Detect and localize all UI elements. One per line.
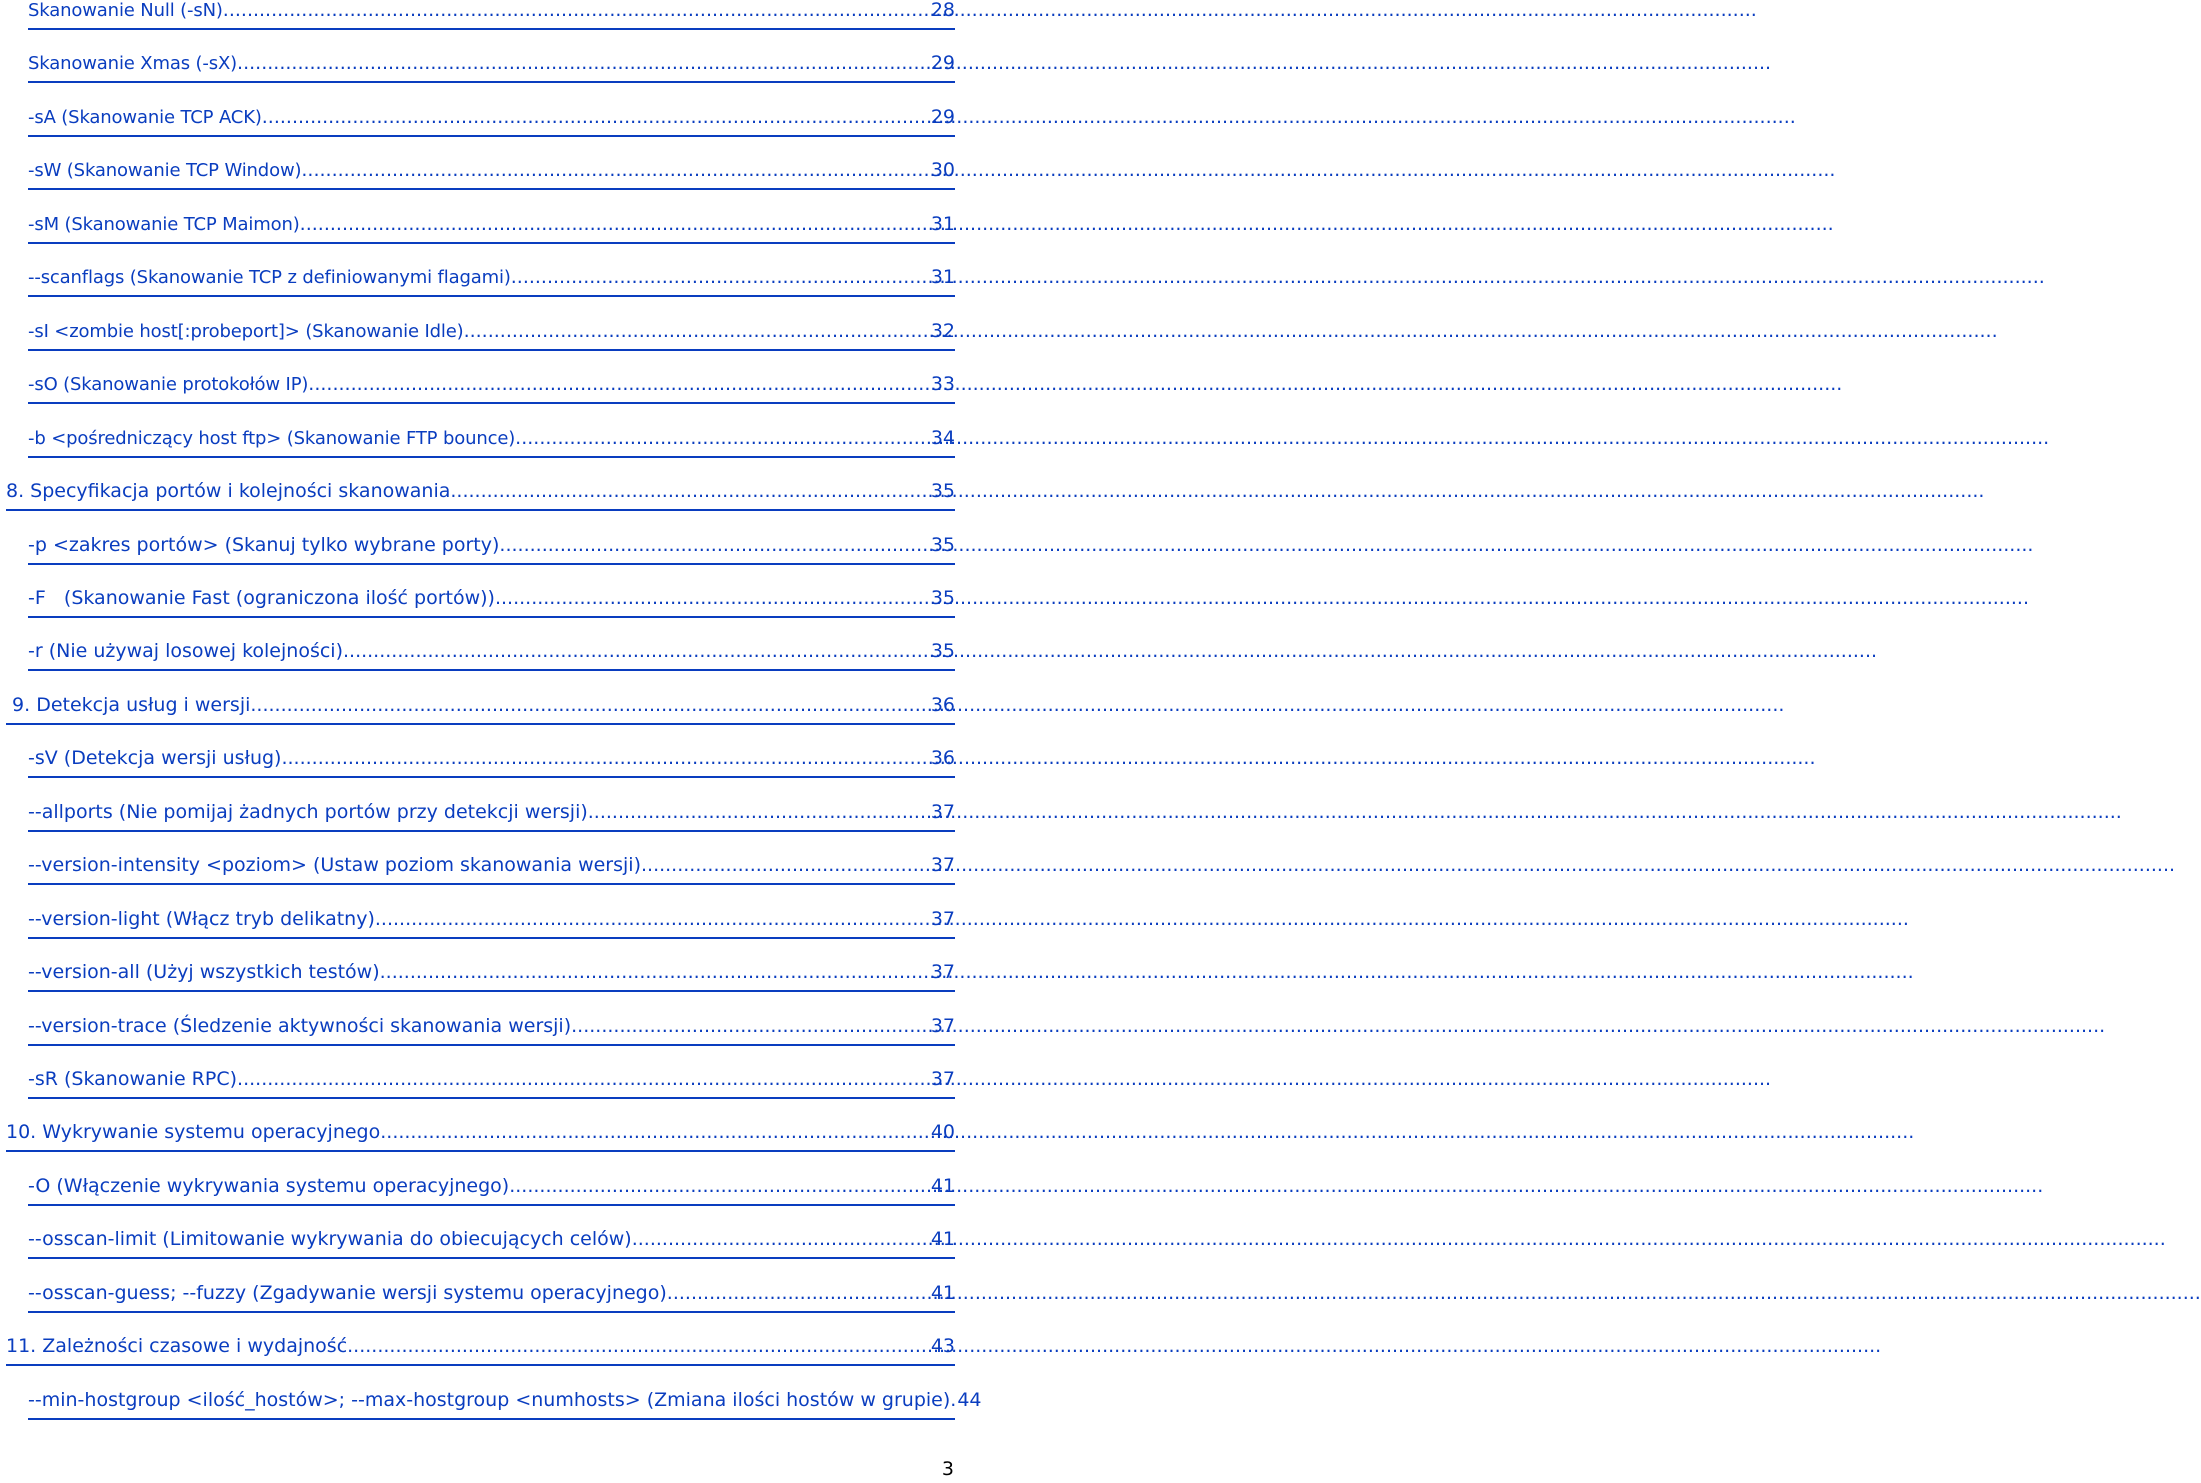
- toc-leader-dots: [464, 319, 930, 343]
- toc-entry-title: -b <pośredniczący host ftp> (Skanowanie FTP bounce): [28, 427, 516, 449]
- toc-entry[interactable]: [28, 1067, 955, 1099]
- toc-entry-title: -sA (Skanowanie TCP ACK): [28, 106, 262, 128]
- toc-entry-page: 35: [930, 480, 955, 503]
- toc-leader-dots: [237, 51, 930, 75]
- toc-entry[interactable]: [28, 960, 955, 992]
- toc-entry-page: 35: [930, 533, 955, 556]
- toc-entry-page: 35: [930, 640, 955, 663]
- toc-leader-dots: [343, 639, 930, 663]
- toc-leader-dots: [308, 372, 930, 396]
- toc-entry-page: 41: [930, 1174, 955, 1197]
- toc-entry[interactable]: [28, 1014, 955, 1046]
- toc-entry[interactable]: [28, 586, 955, 618]
- toc-entry-page: 37: [930, 854, 955, 877]
- toc-entry-title: --version-light (Włącz tryb delikatny): [28, 907, 375, 930]
- toc-entry-title: -sV (Detekcja wersji usług): [28, 747, 282, 770]
- toc-entry-page: 40: [930, 1121, 955, 1144]
- toc-leader-dots: [450, 479, 929, 503]
- toc-leader-dots: [300, 212, 930, 236]
- toc-leader-dots: [667, 1281, 930, 1305]
- toc-entry-title: --version-all (Użyj wszystkich testów): [28, 961, 380, 984]
- toc-leader-dots: [250, 693, 929, 717]
- toc-leader-dots: [495, 586, 930, 610]
- toc-entry-title: 9. Detekcja usług i wersji: [6, 693, 251, 716]
- toc-entry[interactable]: [6, 1120, 955, 1152]
- toc-entry[interactable]: [28, 265, 955, 297]
- toc-entry[interactable]: [28, 1174, 955, 1206]
- toc-entry-title: -O (Włączenie wykrywania systemu operacyjnego): [28, 1174, 510, 1197]
- toc-entry-page: 37: [930, 961, 955, 984]
- toc-entry[interactable]: [28, 1388, 982, 1420]
- toc-entry[interactable]: [28, 533, 955, 565]
- toc-entry-title: Skanowanie Null (-sN): [28, 0, 223, 21]
- toc-entry-page: 33: [930, 373, 955, 396]
- toc-entry[interactable]: [28, 158, 955, 190]
- toc-entry-page: 31: [930, 212, 955, 235]
- toc-entry-title: --osscan-guess; --fuzzy (Zgadywanie wersji systemu operacyjnego): [28, 1281, 667, 1304]
- toc-entry-title: -r (Nie używaj losowej kolejności): [28, 640, 343, 663]
- toc-entry-title: 10. Wykrywanie systemu operacyjnego: [6, 1121, 381, 1144]
- toc-entry-title: -sM (Skanowanie TCP Maimon): [28, 213, 300, 235]
- toc-leader-dots: [641, 853, 930, 877]
- toc-entry-page: 28: [930, 0, 955, 21]
- toc-leader-dots: [499, 533, 929, 557]
- toc-entry[interactable]: [28, 105, 955, 137]
- toc-entry-title: --osscan-limit (Limitowanie wykrywania do obiecujących celów): [28, 1228, 632, 1251]
- toc-entry-page: 32: [930, 319, 955, 342]
- page-number: 3: [941, 1458, 954, 1480]
- toc-entry[interactable]: [28, 800, 955, 832]
- toc-entry[interactable]: [28, 746, 955, 778]
- toc-entry-page: 29: [930, 105, 955, 128]
- toc-entry-page: 37: [930, 1014, 955, 1037]
- toc-leader-dots: [262, 105, 930, 129]
- toc-entry-title: --scanflags (Skanowanie TCP z definiowanymi flagami): [28, 267, 511, 289]
- toc-entry[interactable]: [28, 1281, 955, 1313]
- toc-entry-title: --version-intensity <poziom> (Ustaw poziom skanowania wersji): [28, 854, 641, 877]
- toc-entry[interactable]: [6, 693, 955, 725]
- toc-leader-dots: [223, 0, 930, 22]
- toc-entry-title: --allports (Nie pomijaj żadnych portów przy detekcji wersji): [28, 800, 588, 823]
- toc-leader-dots: [571, 1014, 930, 1038]
- toc-entry[interactable]: [28, 372, 955, 404]
- toc-entry-title: 8. Specyfikacja portów i kolejności skanowania: [6, 480, 451, 503]
- toc-entry-title: --min-hostgroup <ilość_hostów>; --max-hostgroup <numhosts> (Zmiana ilości hostów w grupie).: [28, 1388, 957, 1411]
- toc-leader-dots: [511, 265, 930, 289]
- toc-entry-page: 37: [930, 800, 955, 823]
- toc-entry[interactable]: [28, 907, 955, 939]
- toc-leader-dots: [588, 800, 930, 824]
- toc-entry-page: 30: [930, 159, 955, 182]
- toc-entry[interactable]: [28, 0, 955, 30]
- toc-entry-page: 36: [930, 747, 955, 770]
- toc-entry[interactable]: [28, 212, 955, 244]
- toc-entry-page: 36: [930, 693, 955, 716]
- toc-leader-dots: [515, 426, 930, 450]
- toc-entry-title: -F (Skanowanie Fast (ograniczona ilość portów)): [28, 586, 495, 609]
- toc-leader-dots: [237, 1067, 930, 1091]
- toc-entry-page: 43: [930, 1335, 955, 1358]
- toc-entry[interactable]: [28, 639, 955, 671]
- toc-entry-page: 37: [930, 907, 955, 930]
- toc-entry-title: Skanowanie Xmas (-sX): [28, 53, 238, 75]
- toc-leader-dots: [375, 907, 930, 931]
- toc-leader-dots: [509, 1174, 930, 1198]
- toc-entry[interactable]: [28, 51, 955, 83]
- toc-entry-page: 41: [930, 1228, 955, 1251]
- toc-entry-page: 34: [930, 426, 955, 449]
- toc-entry-title: -p <zakres portów> (Skanuj tylko wybrane porty): [28, 533, 500, 556]
- toc-leader-dots: [380, 1120, 930, 1144]
- toc-entry-page: 31: [930, 266, 955, 289]
- toc-entry-page: 29: [930, 52, 955, 75]
- toc-entry-title: --version-trace (Śledzenie aktywności skanowania wersji): [28, 1014, 572, 1037]
- toc-entry[interactable]: [28, 1227, 955, 1259]
- toc-entry[interactable]: [28, 319, 955, 351]
- toc-entry-title: -sW (Skanowanie TCP Window): [28, 160, 302, 182]
- toc-entry-title: -sO (Skanowanie protokołów IP): [28, 374, 309, 396]
- toc-leader-dots: [380, 960, 930, 984]
- toc-entry[interactable]: [28, 853, 955, 885]
- toc-entry[interactable]: [6, 479, 955, 511]
- toc-entry-title: -sR (Skanowanie RPC): [28, 1068, 238, 1090]
- toc-entry-page: 44: [957, 1388, 982, 1411]
- toc-entry-page: 35: [930, 586, 955, 609]
- toc-entry-title: -sI <zombie host[:probeport]> (Skanowanie Idle): [28, 320, 464, 342]
- toc-leader-dots: [632, 1227, 930, 1251]
- toc-entry-page: 41: [930, 1281, 955, 1304]
- toc-entry[interactable]: [28, 426, 955, 458]
- toc-entry-title: 11. Zależności czasowe i wydajność: [6, 1335, 348, 1358]
- toc-leader-dots: [301, 158, 929, 182]
- toc-leader-dots: [281, 746, 929, 770]
- toc-leader-dots: [347, 1334, 930, 1358]
- toc-entry-page: 37: [930, 1068, 955, 1090]
- toc-entry[interactable]: [6, 1334, 955, 1366]
